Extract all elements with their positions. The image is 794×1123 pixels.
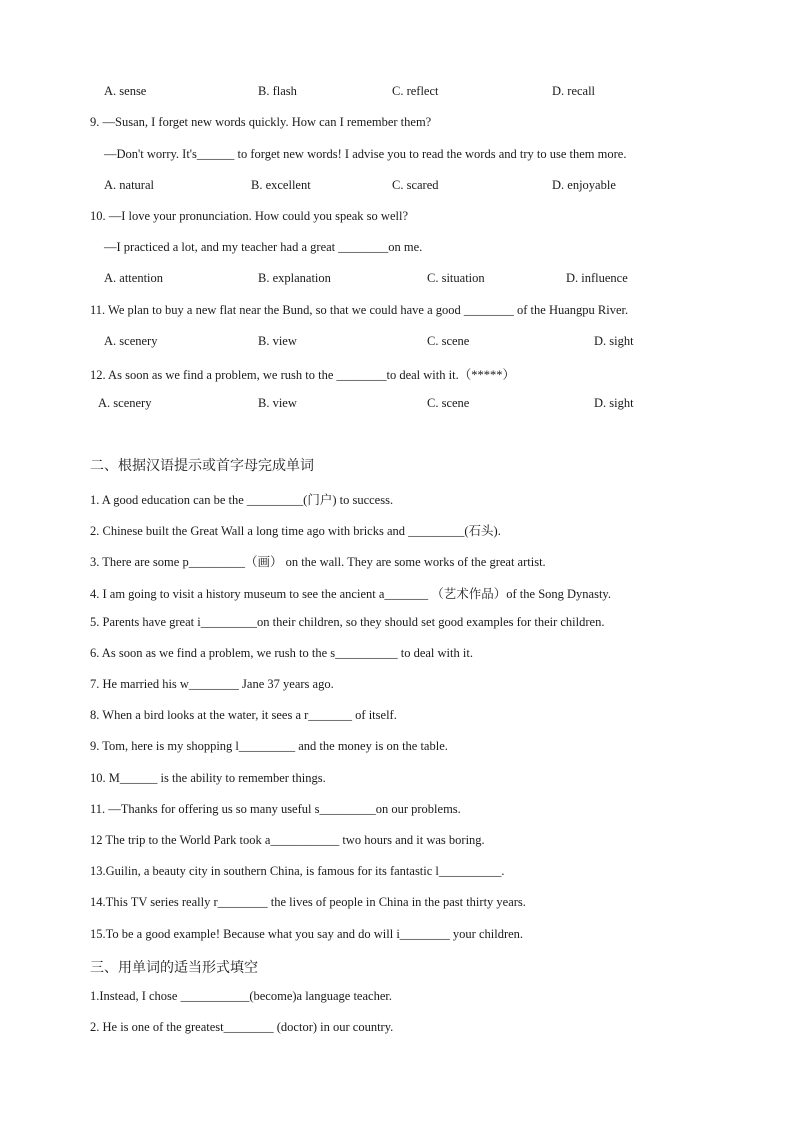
q11-option-a: A. scenery — [104, 334, 158, 348]
part3-item: 1.Instead, I chose ___________(become)a language teacher. — [90, 989, 392, 1003]
part2-item: 13.Guilin, a beauty city in southern China, is famous for its fantastic l__________. — [90, 864, 505, 878]
q12-option-b: B. view — [258, 396, 297, 410]
q12-question: 12. As soon as we find a problem, we rush to the ________to deal with it.（*****） — [90, 368, 515, 382]
q10-option-b: B. explanation — [258, 271, 331, 285]
q9-option-d: D. enjoyable — [552, 178, 616, 192]
q9-answer-line: —Don't worry. It's______ to forget new words! I advise you to read the words and try to use them more. — [104, 147, 627, 161]
q10-question: 10. —I love your pronunciation. How could you speak so well? — [90, 209, 408, 223]
part2-item: 4. I am going to visit a history museum to see the ancient a_______ （艺术作品）of the Song Dynasty. — [90, 587, 611, 601]
part2-item: 11. —Thanks for offering us so many useful s_________on our problems. — [90, 802, 461, 816]
q9-option-a: A. natural — [104, 178, 154, 192]
part2-item: 5. Parents have great i_________on their children, so they should set good examples for their children. — [90, 615, 605, 629]
part2-item: 2. Chinese built the Great Wall a long time ago with bricks and _________(石头). — [90, 524, 501, 538]
part2-item: 15.To be a good example! Because what you say and do will i________ your children. — [90, 927, 524, 941]
q11-option-d: D. sight — [594, 334, 634, 348]
part2-item: 3. There are some p_________（画） on the wall. They are some works of the great artist. — [90, 555, 546, 569]
part2-item: 7. He married his w________ Jane 37 years ago. — [90, 677, 334, 691]
part2-item: 8. When a bird looks at the water, it sees a r_______ of itself. — [90, 708, 397, 722]
q10-option-a: A. attention — [104, 271, 164, 285]
q8-option-c: C. reflect — [392, 84, 439, 98]
section-heading-part2: 二、根据汉语提示或首字母完成单词 — [90, 458, 314, 474]
section-heading-part3: 三、用单词的适当形式填空 — [90, 960, 258, 976]
q12-option-d: D. sight — [594, 396, 634, 410]
q12-option-a: A. scenery — [98, 396, 152, 410]
q9-question: 9. —Susan, I forget new words quickly. How can I remember them? — [90, 115, 432, 129]
part2-item: 9. Tom, here is my shopping l_________ and the money is on the table. — [90, 739, 448, 753]
part3-item: 2. He is one of the greatest________ (doctor) in our country. — [90, 1020, 394, 1034]
q9-option-c: C. scared — [392, 178, 439, 192]
q11-option-b: B. view — [258, 334, 297, 348]
part2-item: 10. M______ is the ability to remember things. — [90, 771, 326, 785]
q12-option-c: C. scene — [427, 396, 470, 410]
q11-question: 11. We plan to buy a new flat near the Bund, so that we could have a good ________ of the Huangpu River. — [90, 303, 629, 317]
part2-item: 14.This TV series really r________ the lives of people in China in the past thirty years. — [90, 895, 526, 909]
part2-item: 6. As soon as we find a problem, we rush to the s__________ to deal with it. — [90, 646, 473, 660]
q8-option-b: B. flash — [258, 84, 297, 98]
q10-option-c: C. situation — [427, 271, 485, 285]
q11-option-c: C. scene — [427, 334, 470, 348]
q10-answer-line: —I practiced a lot, and my teacher had a great ________on me. — [104, 240, 423, 254]
q9-option-b: B. excellent — [251, 178, 311, 192]
q10-option-d: D. influence — [566, 271, 628, 285]
part2-item: 1. A good education can be the _________(门户) to success. — [90, 493, 394, 507]
q8-option-d: D. recall — [552, 84, 596, 98]
q8-option-a: A. sense — [104, 84, 147, 98]
part2-item: 12 The trip to the World Park took a___________ two hours and it was boring. — [90, 833, 485, 847]
